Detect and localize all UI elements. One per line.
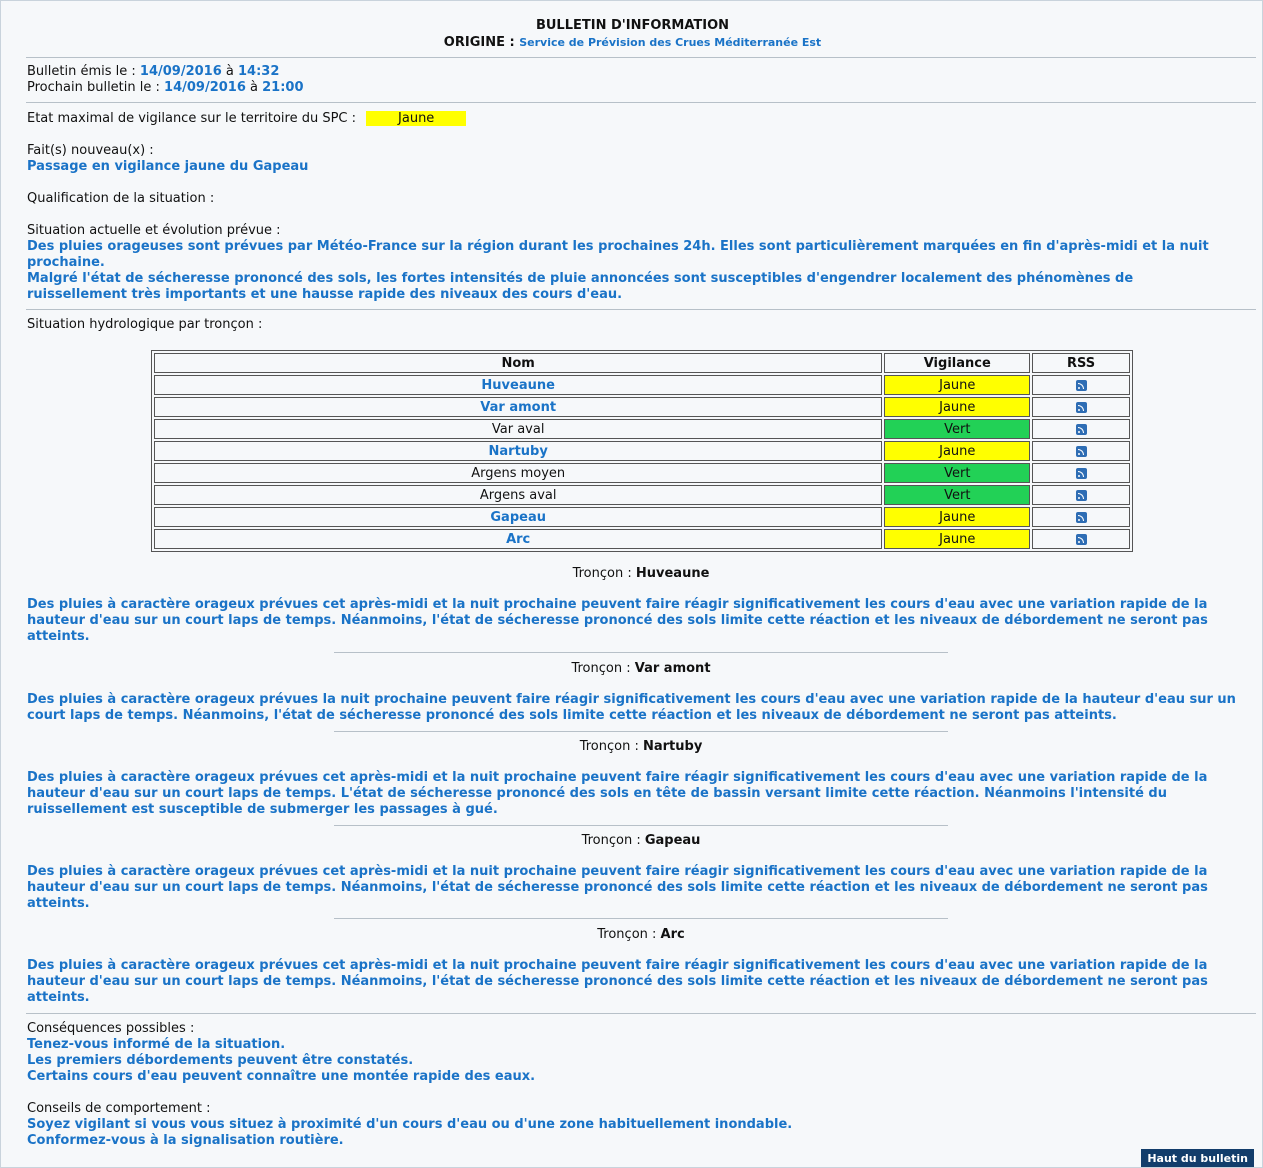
troncon-heading-name: Var amont — [634, 661, 711, 676]
bulletin-title: BULLETIN D'INFORMATION — [535, 18, 730, 33]
cell-rss[interactable] — [1032, 507, 1130, 527]
troncon-text-nartuby: Des pluies à caractère orageux prévues cet après-midi et la nuit prochaine peuvent faire réagir significativement les cours d'eau avec une variation rapide de la hauteur d'eau sur un court laps de temps. L'état de sécheresse prononcé des sols en tête de bassin versant limite cette réaction. Néanmoins l'intensité du ruissellement est susceptible de submerger les passages à gué. — [27, 770, 1208, 817]
cell-rss[interactable] — [1032, 463, 1130, 483]
troncon-heading-name: Arc — [660, 927, 685, 942]
column-header-rss: RSS — [1032, 353, 1130, 373]
conseil-item: Conformez-vous à la signalisation routière. — [27, 1133, 344, 1148]
next-bulletin-time: 21:00 — [262, 80, 304, 95]
troncon-heading-label: Tronçon : — [597, 927, 657, 942]
qualification-label: Qualification de la situation : — [27, 191, 215, 206]
cell-rss[interactable] — [1032, 419, 1130, 439]
troncon-heading-label: Tronçon : — [572, 566, 632, 581]
faits-value: Passage en vigilance jaune du Gapeau — [27, 159, 309, 174]
column-header-nom: Nom — [154, 353, 882, 373]
troncon-heading — [1, 739, 1263, 755]
cell-nom — [154, 463, 882, 483]
table-row — [154, 441, 1130, 461]
troncon-heading-label: Tronçon : — [579, 739, 639, 754]
consequences-label: Conséquences possibles : — [27, 1021, 195, 1036]
divider — [26, 57, 1256, 58]
table-row — [154, 529, 1130, 549]
rss-icon[interactable] — [1076, 534, 1087, 545]
troncon-text-var-amont: Des pluies à caractère orageux prévues la nuit prochaine peuvent faire réagir significativement les cours d'eau avec une variation rapide de la hauteur d'eau sur un court laps de temps. Néanmoins, l'état de sécheresse prononcé des sols limite cette réaction et les niveaux de débordement ne seront pas atteints. — [27, 692, 1236, 723]
cell-vigilance: Jaune — [884, 375, 1030, 395]
vigilance-max-label: Etat maximal de vigilance sur le territoire du SPC : — [27, 111, 357, 126]
divider — [334, 731, 948, 732]
troncon-link[interactable]: Gapeau — [490, 509, 546, 525]
troncon-heading — [1, 566, 1263, 582]
divider — [334, 825, 948, 826]
troncon-heading-name: Gapeau — [644, 833, 701, 848]
situation-label: Situation actuelle et évolution prévue : — [27, 223, 281, 238]
cell-rss[interactable] — [1032, 397, 1130, 417]
divider — [334, 652, 948, 653]
cell-vigilance: Jaune — [884, 507, 1030, 527]
situation-paragraph-1: Des pluies orageuses sont prévues par Météo-France sur la région durant les prochaines 24h. Elles sont particulièrement marquées en fin d'après-midi et la nuit prochaine. — [27, 239, 1209, 270]
faits-label: Fait(s) nouveau(x) : — [27, 143, 154, 158]
emission-label: Bulletin émis le : — [27, 64, 136, 79]
table-row — [154, 485, 1130, 505]
cell-nom[interactable] — [154, 397, 882, 417]
origin-service: Service de Prévision des Crues Méditerranée Est — [519, 36, 822, 49]
back-to-top-button[interactable]: Haut du bulletin — [1141, 1149, 1254, 1167]
conseil-item: Soyez vigilant si vous vous situez à proximité d'un cours d'eau ou d'une zone habituellement inondable. — [27, 1117, 793, 1132]
table-row — [154, 397, 1130, 417]
troncon-name: Argens aval — [479, 487, 557, 503]
cell-nom[interactable] — [154, 529, 882, 549]
table-row — [154, 463, 1130, 483]
troncon-heading-label: Tronçon : — [581, 833, 641, 848]
next-bulletin-line — [27, 80, 304, 96]
rss-icon[interactable] — [1076, 490, 1087, 501]
situation-paragraph-2: Malgré l'état de sécheresse prononcé des sols, les fortes intensités de pluie annoncées sont susceptibles d'engendrer localement des phénomènes de ruissellement très importants et une hausse rapide des niveaux des cours d'eau. — [27, 271, 1134, 302]
troncon-heading — [1, 833, 1263, 849]
rss-icon[interactable] — [1076, 468, 1087, 479]
cell-vigilance: Vert — [884, 463, 1030, 483]
troncon-link[interactable]: Huveaune — [481, 377, 555, 393]
emission-date: 14/09/2016 — [139, 64, 222, 79]
rss-icon[interactable] — [1076, 424, 1087, 435]
troncon-heading — [1, 661, 1263, 677]
troncon-heading-name: Huveaune — [635, 566, 710, 581]
rss-icon[interactable] — [1076, 380, 1087, 391]
bulletin-origin — [1, 35, 1263, 50]
troncon-heading-name: Nartuby — [642, 739, 703, 754]
troncon-link[interactable]: Arc — [506, 531, 531, 547]
next-bulletin-at: à — [250, 80, 258, 95]
troncon-name: Var aval — [491, 421, 545, 437]
troncon-name: Argens moyen — [471, 465, 566, 481]
cell-rss[interactable] — [1032, 485, 1130, 505]
divider — [26, 309, 1256, 310]
consequence-item: Les premiers débordements peuvent être constatés. — [27, 1053, 414, 1068]
cell-rss[interactable] — [1032, 375, 1130, 395]
rss-icon[interactable] — [1076, 512, 1087, 523]
table-row — [154, 507, 1130, 527]
table-row — [154, 375, 1130, 395]
rss-icon[interactable] — [1076, 402, 1087, 413]
emission-time: 14:32 — [238, 64, 280, 79]
troncon-text-huveaune: Des pluies à caractère orageux prévues cet après-midi et la nuit prochaine peuvent faire réagir significativement les cours d'eau avec une variation rapide de la hauteur d'eau sur un court laps de temps. Néanmoins, l'état de sécheresse prononcé des sols limite cette réaction et les niveaux de débordement ne seront pas atteints. — [27, 597, 1208, 644]
troncon-heading-label: Tronçon : — [571, 661, 631, 676]
table-header-row — [154, 353, 1130, 373]
hydro-label: Situation hydrologique par tronçon : — [27, 317, 263, 332]
troncon-heading — [1, 927, 1263, 943]
next-bulletin-label: Prochain bulletin le : — [27, 80, 160, 95]
troncon-link[interactable]: Var amont — [480, 399, 557, 415]
origin-label: ORIGINE : — [443, 35, 515, 50]
cell-nom[interactable] — [154, 441, 882, 461]
emission-at: à — [225, 64, 234, 79]
rss-icon[interactable] — [1076, 446, 1087, 457]
cell-nom — [154, 485, 882, 505]
column-header-vigilance: Vigilance — [884, 353, 1030, 373]
divider — [26, 1013, 1256, 1014]
next-bulletin-date: 14/09/2016 — [164, 80, 246, 95]
emission-line — [27, 64, 279, 80]
cell-vigilance: Vert — [884, 419, 1030, 439]
cell-rss[interactable] — [1032, 441, 1130, 461]
vigilance-max-badge: Jaune — [366, 111, 466, 126]
cell-vigilance: Vert — [884, 485, 1030, 505]
cell-rss[interactable] — [1032, 529, 1130, 549]
cell-vigilance: Jaune — [884, 529, 1030, 549]
conseils-label: Conseils de comportement : — [27, 1101, 211, 1116]
cell-nom[interactable] — [154, 375, 882, 395]
divider — [26, 102, 1256, 103]
cell-nom[interactable] — [154, 507, 882, 527]
troncon-text-gapeau: Des pluies à caractère orageux prévues cet après-midi et la nuit prochaine peuvent faire réagir significativement les cours d'eau avec une variation rapide de la hauteur d'eau sur un court laps de temps. Néanmoins, l'état de sécheresse prononcé des sols limite cette réaction et les niveaux de débordement ne seront pas atteints. — [27, 864, 1208, 911]
cell-vigilance: Jaune — [884, 397, 1030, 417]
cell-vigilance: Jaune — [884, 441, 1030, 461]
troncon-text-arc: Des pluies à caractère orageux prévues cet après-midi et la nuit prochaine peuvent faire réagir significativement les cours d'eau avec une variation rapide de la hauteur d'eau sur un court laps de temps. Néanmoins, l'état de sécheresse prononcé des sols limite cette réaction et les niveaux de débordement ne seront pas atteints. — [27, 958, 1208, 1005]
consequence-item: Certains cours d'eau peuvent connaître une montée rapide des eaux. — [27, 1069, 536, 1084]
divider — [334, 918, 948, 919]
cell-nom — [154, 419, 882, 439]
troncons-table — [151, 350, 1133, 552]
table-row — [154, 419, 1130, 439]
troncon-link[interactable]: Nartuby — [488, 443, 548, 459]
consequence-item: Tenez-vous informé de la situation. — [27, 1037, 286, 1052]
vigilance-max-line — [27, 111, 466, 127]
